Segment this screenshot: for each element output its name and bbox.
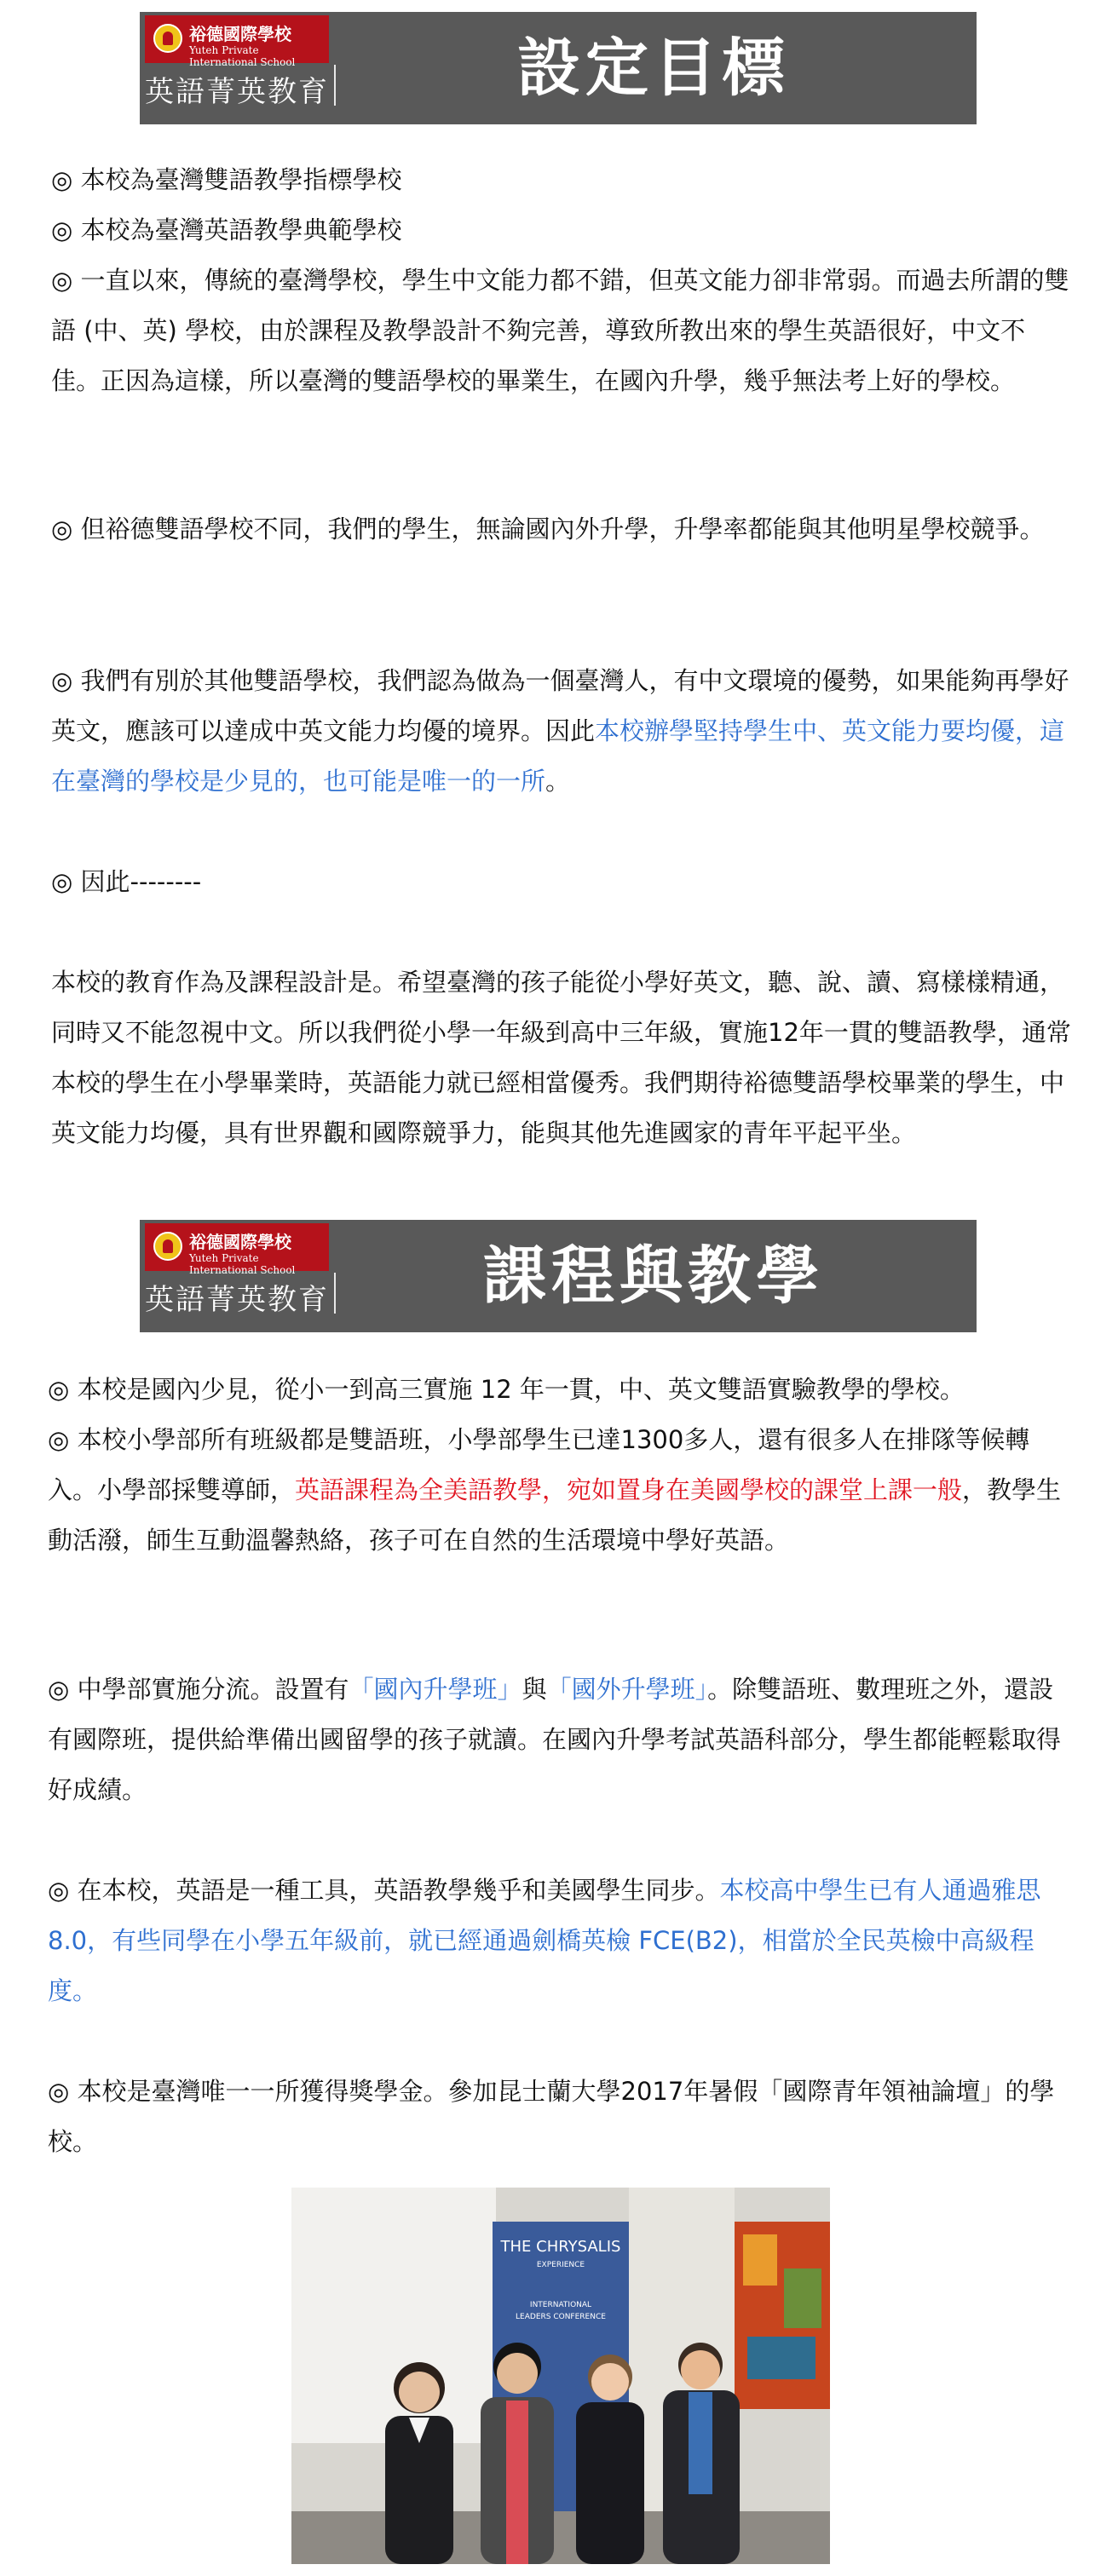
forum-group-photo (291, 2188, 830, 2564)
school-name-cn: 裕德國際學校 (189, 24, 291, 44)
school-name-en: Yuteh Private International School (189, 44, 296, 68)
goal-item-5-highlight: 本校辦學堅持學生中、英文能力要均優，這在臺灣的學校是少見的，也可能是唯一的一所 (51, 716, 1065, 796)
school-emblem-icon (153, 24, 182, 53)
banner-line-2: LEADERS CONFERENCE (516, 2313, 606, 2321)
section-banner-curriculum (140, 1220, 977, 1332)
banner-sub: EXPERIENCE (536, 2261, 585, 2269)
school-logo (140, 1220, 331, 1332)
goal-item-6: ◎ 因此-------- (51, 867, 202, 896)
overseas-class-label: 「國外升學班」 (546, 1675, 708, 1704)
curriculum-item-2-text: ◎ 本校小學部所有班級都是雙語班，小學部學生已達1300多人，還有很多人在排隊等候轉入。小學部採雙導師， (48, 1425, 1030, 1504)
school-emblem-icon (153, 1232, 182, 1261)
curriculum-item-4-text: ◎ 在本校，英語是一種工具，英語教學幾乎和美國學生同步。 (48, 1876, 720, 1905)
section-title-curriculum: 課程與教學 (483, 1239, 824, 1313)
logo-red-block (145, 15, 329, 68)
curriculum-item-2-end: ，教學生動活潑，師生互動溫馨熱絡，孩子可在自然的生活環境中學好英語。 (48, 1475, 1062, 1555)
goal-item-2: ◎ 本校為臺灣英語教學典範學校 (51, 216, 402, 244)
section-banner-goals (140, 12, 977, 124)
curriculum-item-3 (48, 1665, 1070, 1815)
curriculum-item-5: ◎ 本校是臺灣唯一一所獲得獎學金。參加昆士蘭大學2017年暑假「國際青年領袖論壇」的學校。 (48, 2077, 1055, 2156)
goal-item-5-text: ◎ 我們有別於其他雙語學校，我們認為做為一個臺灣人，有中文環境的優勢，如果能夠再學好英文，應該可以達成中英文能力均優的境界。因此 (51, 666, 1069, 745)
logo-tagline: 英語菁英教育 (145, 1283, 329, 1317)
goal-item-7: 本校的教育作為及課程設計是。希望臺灣的孩子能從小學好英文，聽、說、讀、寫樣樣精通，同時又不能忽視中文。所以我們從小學一年級到高中三年級，實施12年一貫的雙語教學，通常本校的學生在小學畢業時，英語能力就已經相當優秀。我們期待裕德雙語學校畢業的學生，中英文能力均優，具有世界觀和國際競爭力，能與其他先進國家的青年平起平坐。 (51, 968, 1071, 1147)
curriculum-item-3-and: 與 (522, 1675, 547, 1704)
goal-item-5-end: 。 (545, 767, 571, 796)
goal-item-3: ◎ 一直以來，傳統的臺灣學校，學生中文能力都不錯，但英文能力卻非常弱。而過去所謂的雙語 (中、英) 學校，由於課程及教學設計不夠完善，導致所教出來的學生英語很好，中文不佳。正因為這樣，所以臺灣的雙語學校的畢業生，在國內升學，幾乎無法考上好的學校。 (51, 266, 1069, 395)
domestic-class-label: 「國內升學班」 (349, 1675, 522, 1704)
school-name-cn: 裕德國際學校 (189, 1232, 291, 1252)
curriculum-item-4-highlight: 本校高中學生已有人通過雅思 8.0，有些同學在小學五年級前，就已經通過劍橋英檢 FCE(B2)，相當於全民英檢中高級程度。 (48, 1876, 1041, 2005)
curriculum-item-3-text: ◎ 中學部實施分流。設置有 (48, 1675, 349, 1704)
banner-brand: THE CHRYSALIS (500, 2238, 621, 2256)
logo-red-block (145, 1223, 329, 1276)
goal-item-1: ◎ 本校為臺灣雙語教學指標學校 (51, 165, 402, 194)
curriculum-item-2 (48, 1415, 1070, 1566)
goal-item-4: ◎ 但裕德雙語學校不同，我們的學生，無論國內外升學，升學率都能與其他明星學校競爭。 (51, 515, 1045, 543)
curriculum-item-3-end: 。除雙語班、數理班之外，還設有國際班，提供給準備出國留學的孩子就讀。在國內升學考試英語科部分，學生都能輕鬆取得好成績。 (48, 1675, 1062, 1804)
goal-item-5 (51, 656, 1074, 807)
forum-photo-drawing (291, 2188, 830, 2564)
banner-line-1: INTERNATIONAL (529, 2301, 592, 2309)
curriculum-content (48, 1365, 1070, 1566)
school-name-en: Yuteh Private International School (189, 1252, 296, 1276)
section-title-goals: 設定目標 (517, 32, 790, 105)
curriculum-item-4 (48, 1866, 1070, 2016)
school-logo (140, 12, 331, 124)
logo-tagline: 英語菁英教育 (145, 75, 329, 109)
goals-content (51, 155, 1074, 406)
person-1 (385, 2362, 453, 2564)
curriculum-item-1: ◎ 本校是國內少見，從小一到高三實施 12 年一貫，中、英文雙語實驗教學的學校。 (48, 1375, 965, 1404)
curriculum-item-2-highlight: 英語課程為全美語教學，宛如置身在美國學校的課堂上課一般 (295, 1475, 963, 1504)
